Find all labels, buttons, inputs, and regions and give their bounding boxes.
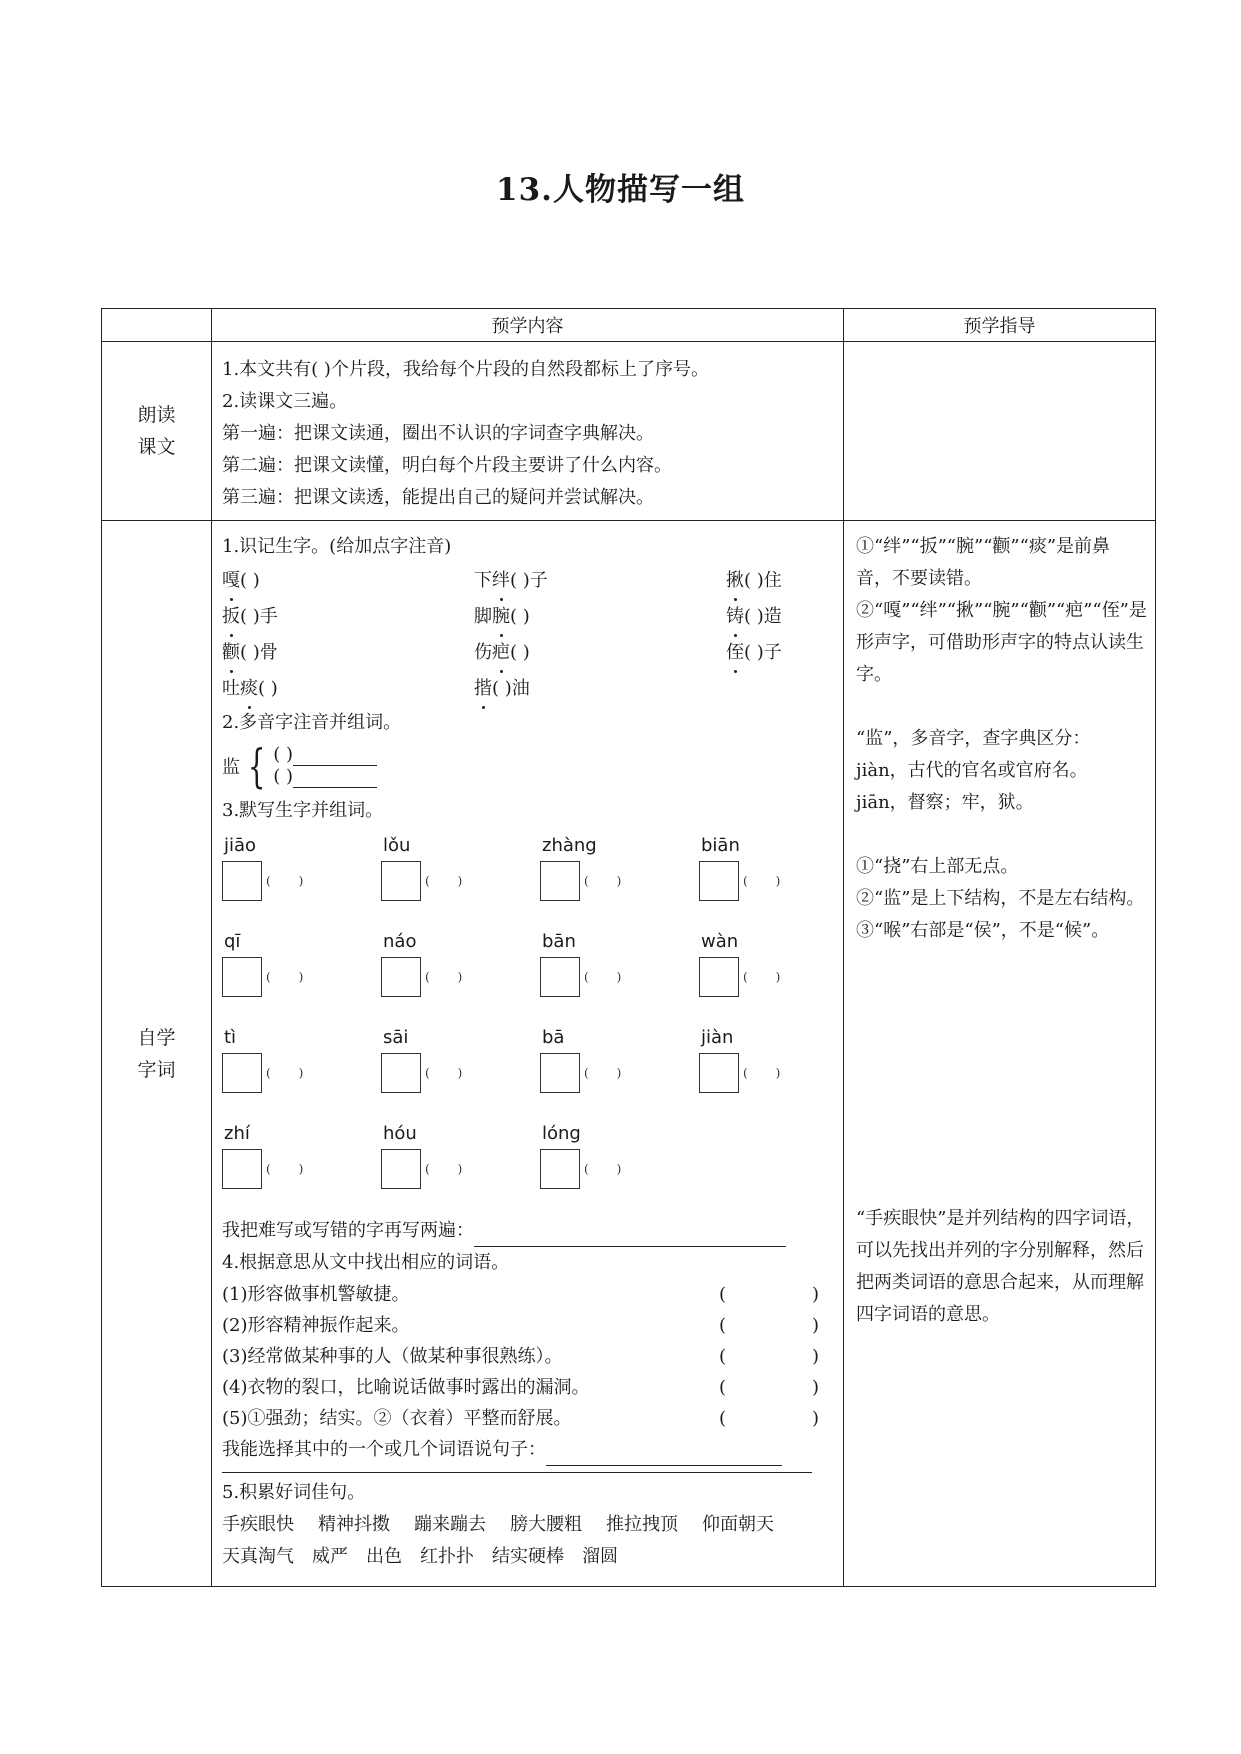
q4-list [222, 1279, 833, 1434]
guide-note: jiàn，古代的官名或官府名。 [856, 760, 1088, 781]
pinyin-label: lóng [542, 1123, 581, 1144]
pinyin-cell [381, 1023, 540, 1119]
write-box[interactable] [699, 957, 739, 997]
q1-item: 揪( )住 [726, 563, 836, 599]
write-box[interactable] [540, 861, 580, 901]
q1-item: 扳( )手 [222, 599, 474, 635]
pinyin-cell [699, 1023, 858, 1119]
section-label-words: 自学 字词 [102, 521, 212, 1587]
word-paren[interactable]: () [584, 1162, 650, 1176]
preview-table [101, 308, 1156, 1587]
q1-item: 铸( )造 [726, 599, 836, 635]
pinyin-cell [222, 831, 381, 927]
pinyin-cell [540, 1119, 699, 1215]
write-box[interactable] [222, 1053, 262, 1093]
q4-item: (4)衣物的裂口，比喻说话做事时露出的漏洞。 ( ) [222, 1377, 819, 1398]
pinyin-cell [540, 831, 699, 927]
rewrite-row: 我把难写或写错的字再写两遍： [222, 1215, 833, 1247]
header-blank-cell [102, 309, 212, 342]
word-item: 结实硬棒 [492, 1546, 564, 1567]
table-header-row [102, 309, 1156, 342]
pinyin-cell [540, 1023, 699, 1119]
word-item: 手疾眼快 [222, 1514, 294, 1535]
brace-icon: { [247, 739, 266, 793]
word-item: 膀大腰粗 [510, 1514, 582, 1535]
guide-note: jiān，督察；牢，狱。 [856, 792, 1034, 813]
q2-title: 2.多音字注音并组词。 [222, 712, 402, 733]
guide-note: ①“绊”“扳”“腕”“颧”“痰”是前鼻音，不要读错。 [856, 536, 1111, 589]
polyphone-row: ( ) [273, 744, 377, 766]
word-item: 红扑扑 [420, 1546, 474, 1567]
q4-item: (3)经常做某种事的人（做某种事很熟练）。 ( ) [222, 1346, 819, 1367]
answer-line[interactable] [293, 769, 377, 788]
polyphone-char: 监 [222, 757, 240, 778]
word-paren[interactable]: () [266, 1162, 332, 1176]
word-item: 天真淘气 [222, 1546, 294, 1567]
pinyin-label: zhàng [542, 835, 597, 856]
q4-title: 4.根据意思从文中找出相应的词语。 [222, 1252, 510, 1273]
word-paren[interactable]: () [266, 874, 332, 888]
word-paren[interactable]: () [743, 970, 809, 984]
q1-item: 揩( )油 [474, 671, 726, 707]
word-paren[interactable]: () [584, 970, 650, 984]
pinyin-label: bān [542, 931, 576, 952]
pinyin-cell [699, 927, 858, 1023]
word-item: 威严 [312, 1546, 348, 1567]
q1-title: 1.识记生字。(给加点字注音) [222, 536, 452, 557]
pinyin-label: wàn [701, 931, 739, 952]
word-item: 仰面朝天 [702, 1514, 774, 1535]
pinyin-label: sāi [383, 1027, 409, 1048]
section-read-aloud [102, 342, 1156, 521]
q4-item: (1)形容做事机警敏捷。 ( ) [222, 1284, 819, 1305]
guide-note: “手疾眼快”是并列结构的四字词语，可以先找出并列的字分别解释，然后把两类词语的意思合起来，从而理解四字词语的意思。 [856, 1208, 1145, 1325]
word-paren[interactable]: () [743, 1066, 809, 1080]
pinyin-label: náo [383, 931, 417, 952]
word-paren[interactable]: () [425, 1066, 491, 1080]
self-study-content [212, 521, 844, 1587]
word-item: 精神抖擞 [318, 1514, 390, 1535]
write-box[interactable] [222, 957, 262, 997]
pinyin-label: qī [224, 931, 241, 952]
q1-item: 颧( )骨 [222, 635, 474, 671]
read-aloud-guide [844, 342, 1156, 521]
word-paren[interactable]: () [266, 1066, 332, 1080]
pinyin-cell [381, 927, 540, 1023]
read-aloud-content [212, 342, 844, 521]
self-study-guide [844, 521, 1156, 1587]
word-paren[interactable]: () [425, 970, 491, 984]
pinyin-label: hóu [383, 1123, 417, 1144]
word-paren[interactable]: () [584, 874, 650, 888]
write-box[interactable] [540, 957, 580, 997]
write-box[interactable] [381, 1053, 421, 1093]
q3-title: 3.默写生字并组词。 [222, 800, 384, 821]
sentence-line-2[interactable] [222, 1466, 812, 1473]
pinyin-cell [222, 1023, 381, 1119]
write-box[interactable] [699, 861, 739, 901]
read-line: 2.读课文三遍。 [222, 391, 348, 412]
guide-note: ③“喉”右部是“侯”，不是“候”。 [856, 920, 1110, 941]
guide-note: ②“监”是上下结构，不是左右结构。 [856, 888, 1145, 909]
q1-item: 侄( )子 [726, 635, 836, 671]
q1-char-grid [222, 563, 833, 707]
header-content: 预学内容 [212, 309, 844, 342]
pinyin-cell [222, 927, 381, 1023]
q5-title: 5.积累好词佳句。 [222, 1482, 366, 1503]
sentence-line[interactable] [546, 1443, 782, 1466]
pinyin-label: lǒu [383, 835, 411, 856]
word-item: 推拉拽顶 [606, 1514, 678, 1535]
guide-note: “监”，多音字，查字典区分： [856, 728, 1091, 749]
read-line: 第一遍：把课文读通，圈出不认识的字词查字典解决。 [222, 423, 654, 444]
rewrite-line[interactable] [474, 1224, 786, 1247]
q5-row [222, 1509, 833, 1541]
write-box[interactable] [222, 1149, 262, 1189]
page-title: 13.人物描写一组 [496, 172, 745, 208]
pinyin-cell [381, 831, 540, 927]
pinyin-label: jiāo [224, 835, 257, 856]
answer-line[interactable] [293, 747, 377, 766]
write-box[interactable] [540, 1053, 580, 1093]
q1-item: 伤疤( ) [474, 635, 726, 671]
q1-item: 脚腕( ) [474, 599, 726, 635]
pinyin-cell [699, 831, 858, 927]
sentence-row: 我能选择其中的一个或几个词语说句子： [222, 1434, 833, 1466]
pinyin-label: tì [224, 1027, 237, 1048]
word-item: 溜圆 [582, 1546, 618, 1567]
word-paren[interactable]: () [266, 970, 332, 984]
word-paren[interactable]: () [425, 1162, 491, 1176]
read-line: 第三遍：把课文读透，能提出自己的疑问并尝试解决。 [222, 487, 654, 508]
pinyin-cell [381, 1119, 540, 1215]
guide-note: ②“嘎”“绊”“揪”“腕”“颧”“疤”“侄”是形声字，可借助形声字的特点认读生字。 [856, 600, 1147, 685]
word-paren[interactable]: () [425, 874, 491, 888]
pinyin-cell [222, 1119, 381, 1215]
q4-item: (5)①强劲；结实。②（衣着）平整而舒展。 ( ) [222, 1408, 819, 1429]
polyphone-jian [222, 739, 833, 793]
q4-item: (2)形容精神振作起来。 ( ) [222, 1315, 819, 1336]
pinyin-label: jiàn [701, 1027, 734, 1048]
write-box[interactable] [222, 861, 262, 901]
pinyin-label: biān [701, 835, 740, 856]
write-box[interactable] [381, 861, 421, 901]
read-line: 第二遍：把课文读懂，明白每个片段主要讲了什么内容。 [222, 455, 672, 476]
q1-item: 下绊( )子 [474, 563, 726, 599]
polyphone-row: ( ) [273, 766, 377, 788]
section-self-study [102, 521, 1156, 1587]
q1-item: 嘎( ) [222, 563, 474, 599]
q5-row [222, 1541, 833, 1573]
write-box[interactable] [381, 1149, 421, 1189]
header-guide: 预学指导 [844, 309, 1156, 342]
write-box[interactable] [540, 1149, 580, 1189]
word-paren[interactable]: () [584, 1066, 650, 1080]
q1-item: 吐痰( ) [222, 671, 474, 707]
guide-note: ①“挠”右上部无点。 [856, 856, 1019, 877]
pinyin-grid [222, 831, 833, 1215]
pinyin-label: bā [542, 1027, 565, 1048]
word-item: 出色 [366, 1546, 402, 1567]
write-box[interactable] [381, 957, 421, 997]
section-label-read: 朗读 课文 [102, 342, 212, 521]
word-item: 蹦来蹦去 [414, 1514, 486, 1535]
read-line: 1.本文共有( )个片段，我给每个片段的自然段都标上了序号。 [222, 359, 709, 380]
pinyin-label: zhí [224, 1123, 250, 1144]
word-paren[interactable]: () [743, 874, 809, 888]
pinyin-cell [540, 927, 699, 1023]
write-box[interactable] [699, 1053, 739, 1093]
